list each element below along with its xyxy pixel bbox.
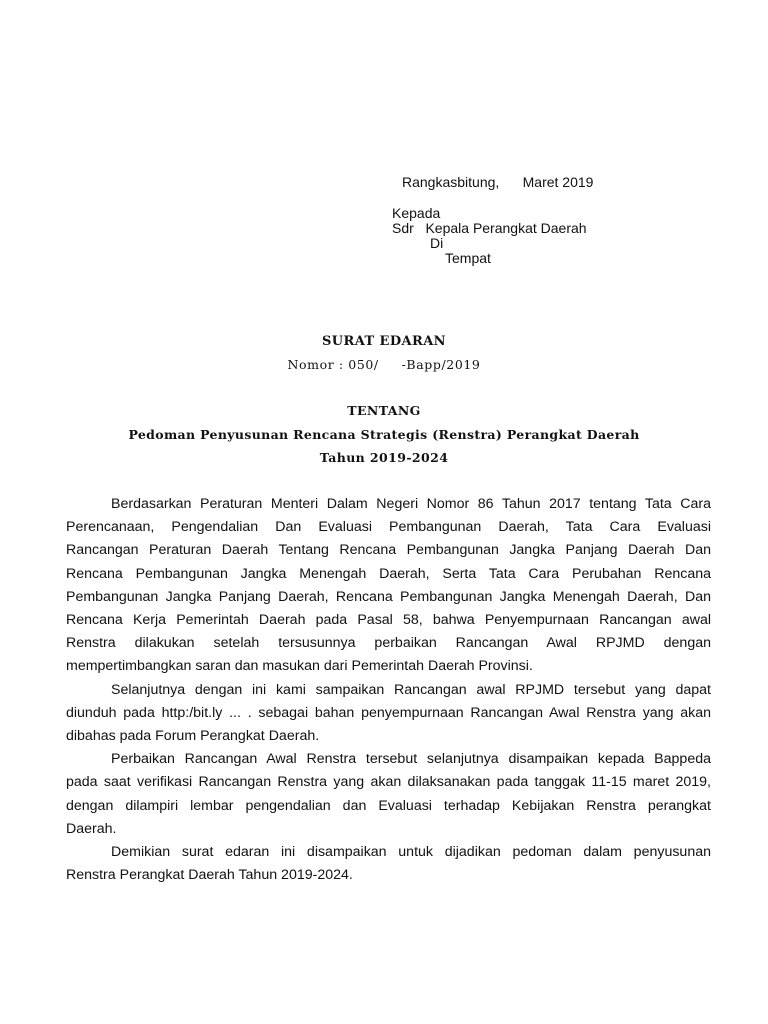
paragraph-line: Berdasarkan Peraturan Menteri Dalam Negeri Nomor 86 Tahun 2017 tentang Tata Cara — [111, 496, 711, 512]
paragraph-line: Perencanaan, Pengendalian Dan Evaluasi Pembangunan Daerah, Tata Cara Evaluasi — [66, 519, 711, 536]
paragraph-line: Rencana Kerja Pemerintah Daerah pada Pasal 58, bahwa Penyempurnaan Rancangan awal — [66, 612, 711, 629]
paragraph-2 — [66, 679, 711, 749]
tentang-heading: TENTANG — [347, 403, 421, 418]
paragraph-line: dibahas pada Forum Perangkat Daerah. — [66, 728, 320, 745]
kepada-label: Kepada — [392, 205, 441, 221]
paragraph-line: diunduh pada http:/bit.ly ... . sebagai bahan penyempurnaan Rancangan Awal Renstra yang akan — [66, 704, 711, 721]
recipient-line: Sdr Kepala Perangkat Daerah — [392, 220, 587, 236]
document-title: SURAT EDARAN — [322, 334, 446, 349]
place-date: Rangkasbitung, Maret 2019 — [402, 174, 594, 190]
paragraph-line: Pembangunan Jangka Panjang Daerah, Rencana Pembangunan Jangka Menengah Daerah, Dan — [66, 588, 711, 605]
subject-year: Tahun 2019-2024 — [319, 450, 449, 465]
subject-heading: Pedoman Penyusunan Rencana Strategis (Renstra) Perangkat Daerah — [128, 427, 640, 442]
paragraph-line: Renstra Perangkat Daerah Tahun 2019-2024. — [66, 867, 353, 884]
paragraph-1 — [66, 493, 711, 679]
paragraph-line: pada saat verifikasi Rancangan Renstra yang akan dilaksanakan pada tanggak 11-15 maret 2019, — [66, 774, 711, 791]
paragraph-3 — [66, 748, 711, 841]
tempat-label: Tempat — [445, 250, 491, 266]
paragraph-line: Rencana Pembangunan Jangka Menengah Daerah, Serta Tata Cara Perubahan Rencana — [66, 565, 711, 582]
paragraph-4 — [66, 841, 711, 887]
paragraph-line: Selanjutnya dengan ini kami sampaikan Rancangan awal RPJMD tersebut yang dapat — [111, 681, 711, 698]
paragraph-line: Perbaikan Rancangan Awal Renstra tersebut selanjutnya disampaikan kepada Bappeda — [111, 751, 711, 768]
paragraph-line: Demikian surat edaran ini disampaikan untuk dijadikan pedoman dalam penyusunan — [111, 844, 711, 861]
paragraph-line: Rancangan Peraturan Daerah Tentang Rencana Pembangunan Jangka Panjang Daerah Dan — [66, 542, 711, 559]
paragraph-line: mempertimbangkan saran dan masukan dari Pemerintah Daerah Provinsi. — [66, 658, 533, 675]
paragraph-line: Renstra dilakukan setelah tersusunnya perbaikan Rancangan Awal RPJMD dengan — [66, 635, 711, 652]
letter-body — [66, 493, 711, 887]
document-number: Nomor : 050/ -Bapp/2019 — [287, 357, 481, 372]
di-label: Di — [430, 235, 444, 251]
paragraph-line: Daerah. — [66, 820, 117, 837]
paragraph-line: dengan dilampiri lembar pengendalian dan Evaluasi terhadap Kebijakan Renstra perangkat — [66, 797, 711, 814]
